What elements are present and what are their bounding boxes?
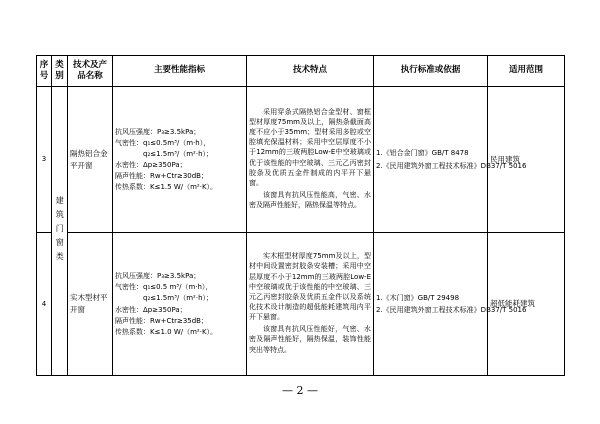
metric-heat-transfer: 传热系数：K≤1.5 W/（m²·K）。 [115, 183, 218, 192]
header-category: 类别 [52, 56, 68, 87]
standards-cell [374, 87, 527, 233]
row-index: 3 [37, 87, 52, 233]
feature-paragraph: 该窗具有抗风压性能好，气密、水密及隔声性能好，隔热保温，装饰性能突出等特点。 [249, 325, 371, 354]
product-name: 隔热铝合金平开窗 [68, 87, 113, 233]
features-cell [247, 233, 374, 376]
performance-table [36, 55, 565, 376]
metric-air-tightness-q1: 气密性：q₁≤0.5 m³/（m·h）， [115, 283, 213, 292]
metric-air-tightness-q1: 气密性：q₁≤0.5m³/（m·h）， [115, 138, 211, 147]
row-index: 4 [37, 233, 52, 376]
standard-item: 2.《民用建筑外窗工程技术标准》DB37/T 5016 [376, 306, 527, 314]
application-cell: 超低能耗建筑 [488, 233, 565, 376]
header-row [37, 56, 565, 87]
metrics-cell [113, 87, 247, 233]
metric-heat-transfer: 传热系数：K≤1.0 W/（m²·K）。 [115, 327, 218, 336]
header-application: 适用范围 [488, 56, 565, 87]
table-row [37, 87, 565, 233]
feature-paragraph: 该窗具有抗风压性能高，气密、水密及隔声性能好，隔热保温等特点。 [249, 190, 371, 210]
application-cell: 民用建筑 [488, 87, 565, 233]
feature-paragraph: 采用穿条式隔热铝合金型材、窗框型材厚度75mm及以上，隔热条截面高度不应小于35mm；型材采用多腔或空腔填充保温材料；采用中空层厚度不小于12mm的三玻两腔Low-E中空玻璃或优于该性能的中空玻璃、三元乙丙密封胶条及优质五金件制成的内平开下悬窗。 [249, 107, 371, 187]
metric-sound-insulation: 隔声性能：Rw+Ctr≥30dB； [115, 172, 208, 181]
metric-water-tightness: 水密性：Δp≥350Pa； [115, 161, 187, 169]
features-cell [247, 87, 374, 233]
table-row [37, 233, 565, 376]
header-product-name: 技术及产品名称 [68, 56, 113, 87]
header-index: 序号 [37, 56, 52, 87]
category-cell: 建筑门窗类 [52, 87, 68, 376]
product-name: 实木型材平开窗 [68, 233, 113, 376]
standard-item: 1.《铝合金门窗》GB/T 8478 [376, 149, 469, 158]
page-number: — 2 — [282, 384, 318, 397]
metric-sound-insulation: 隔声性能：Rw+Ctr≥35dB； [115, 316, 208, 325]
feature-paragraph: 实木框型材厚度75mm及以上，型材中间设置密封胶条安装槽；采用中空层厚度不小于12mm的三玻两腔Low-E中空玻璃或优于该性能的中空玻璃、三元乙丙密封胶条及优质五金件以及系统化技术设计制造的超低能耗建筑用内平开下悬窗。 [249, 252, 371, 322]
standard-item: 2.《民用建筑外窗工程技术标准》DB37/T 5016 [376, 161, 527, 170]
metric-wind-pressure: 抗风压强度：P₃≥3.5kPa； [115, 272, 201, 281]
metric-air-tightness-q2: q₂≤1.5m³/（m²·h）； [115, 149, 214, 158]
header-features: 技术特点 [247, 56, 374, 87]
standard-item: 1.《木门窗》GB/T 29498 [376, 293, 460, 302]
metrics-cell [113, 233, 247, 376]
header-standards: 执行标准或依据 [374, 56, 488, 87]
metric-air-tightness-q2: q₂≤1.5m³/（m²·h）； [115, 294, 214, 303]
metric-wind-pressure: 抗风压强度：P₃≥3.5kPa； [115, 127, 201, 136]
metric-water-tightness: 水密性：Δp≥350Pa； [115, 305, 187, 314]
header-metrics: 主要性能指标 [113, 56, 247, 87]
